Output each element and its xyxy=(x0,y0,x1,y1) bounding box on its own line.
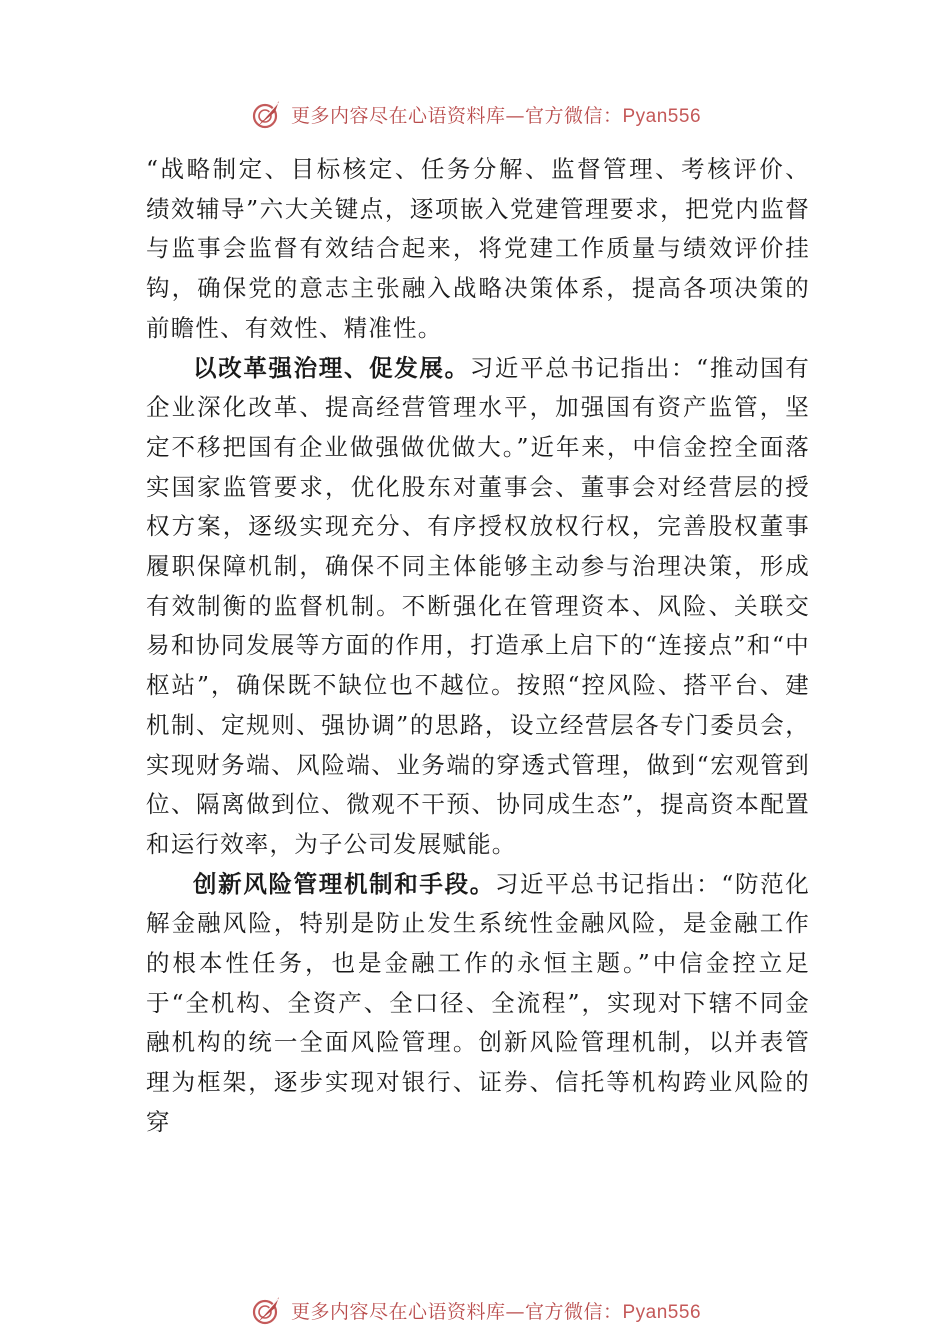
header-banner xyxy=(0,94,950,134)
paragraph-1-text: “战略制定、目标核定、任务分解、监督管理、考核评价、 绩效辅导”六大关键点，逐项嵌入党建管理要求，把党内监督与监事会监督有效结合起来，将党建工作质量与绩效评价挂钩，确保党的意志主张融入战略决策体系，提高各项决策的前瞻性、有效性、精准性。 xyxy=(146,155,810,342)
paragraph-2-text: 习近平总书记指出：“推动国有企业深化改革、提高经营管理水平，加强国有资产监管，坚定不移把国有企业做强做优做大。”近年来，中信金控全面落实国家监管要求，优化股东对董事会、董事会对经营层的授权方案，逐级实现充分、有序授权放权行权，完善股权董事履职保障机制，确保不同主体能够主动参与治理决策，形成有效制衡的监督机制。不断强化在管理资本、风险、关联交易和协同发展等方面的作用，打造承上启下的“连接点”和“中枢站”，确保既不缺位也不越位。按照“控风险、搭平台、建机制、定规则、强协调”的思路，设立经营层各专门委员会，实现财务端、风险端、业务端的穿透式管理，做到“宏观管到位、隔离做到位、微观不干预、协同成生态”，提高资本配置和运行效率，为子公司发展赋能。 xyxy=(146,353,810,858)
footer-banner xyxy=(0,1290,950,1330)
paragraph-3 xyxy=(146,865,810,1143)
banner-text xyxy=(291,1297,701,1324)
banner-text xyxy=(291,101,701,128)
paragraph-2-heading: 以改革强治理、促发展。 xyxy=(193,353,470,382)
document-body xyxy=(146,150,810,1143)
banner-label: 更多内容尽在心语资料库—官方微信： xyxy=(290,1300,623,1323)
quill-logo-icon xyxy=(249,96,285,132)
paragraph-3-text: 习近平总书记指出：“防范化解金融风险，特别是防止发生系统性金融风险，是金融工作的根本性任务，也是金融工作的永恒主题。”中信金控立足于“全机构、全资产、全口径、全流程”，实现对下辖不同金融机构的统一全面风险管理。创新风险管理机制，以并表管理为框架，逐步实现对银行、证券、信托等机构跨业风险的穿 xyxy=(146,869,810,1136)
banner-label: 更多内容尽在心语资料库—官方微信： xyxy=(290,104,623,127)
paragraph-2 xyxy=(146,349,810,865)
paragraph-1 xyxy=(146,150,810,349)
paragraph-3-heading: 创新风险管理机制和手段。 xyxy=(193,869,495,898)
wechat-id: Pyan556 xyxy=(622,1301,702,1323)
quill-logo-icon xyxy=(249,1292,285,1328)
wechat-id: Pyan556 xyxy=(622,105,702,127)
